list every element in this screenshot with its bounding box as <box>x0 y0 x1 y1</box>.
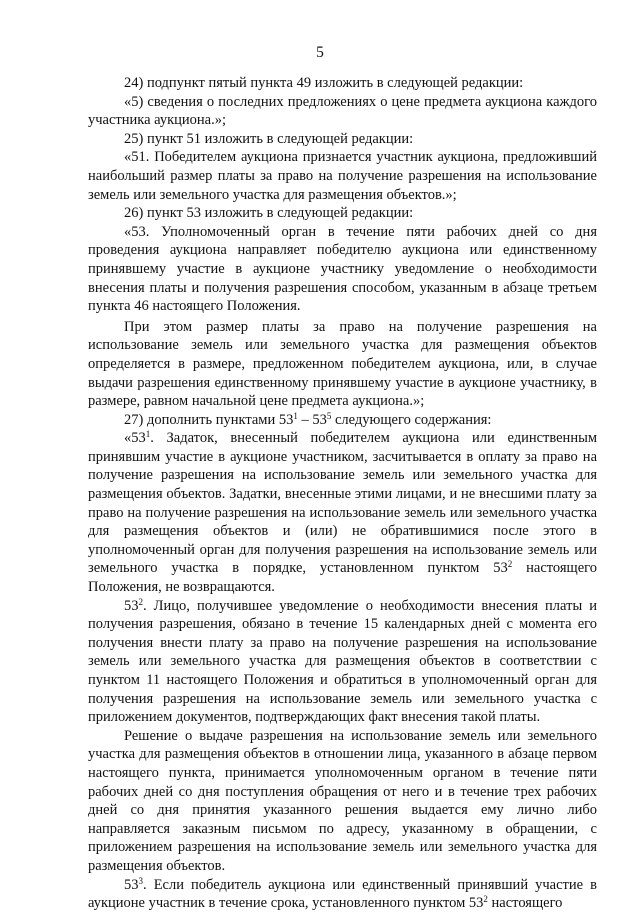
paragraph-53-3-text-c: настоящего <box>487 895 563 912</box>
paragraph-quote-51: «51. Победителем аукциона признается участник аукциона, предложивший наибольший размер платы за право на получение разрешения на использование земель или земельного участка для размещения объектов.»; <box>88 149 597 203</box>
paragraph-53-3-text-a: 53 <box>124 876 139 893</box>
paragraph-item-27-sup-1: 1 <box>293 410 298 421</box>
paragraph-53-1-sup-1: 1 <box>145 429 151 440</box>
paragraph-quote-5: «5) сведения о последних предложениях о цене предмета аукциона каждого участника аукциона.»; <box>88 93 597 129</box>
paragraph-53-2-decision: Решение о выдаче разрешения на использование земель или земельного участка для размещения объектов в отношении лица, указанного в абзаце первом настоящего пункта, принимается уполномоченным органом в течение пяти рабочих дней со дня поступления обращения от него и в течение трех рабочих дней со дня принятия указанного решения выдается ему лично либо направляется заказным письмом по адресу, указанному в обращении, с приложением разрешения на использование земель или земельного участка для размещения объектов. <box>88 727 597 874</box>
paragraph-item-27 <box>88 411 597 430</box>
paragraph-53-1-sup-2: 2 <box>507 559 513 570</box>
paragraph-53-3 <box>88 876 597 913</box>
paragraph-item-26: 26) пункт 53 изложить в следующей редакции: <box>124 205 414 222</box>
paragraph-53-2-text-a: 53 <box>124 597 139 614</box>
paragraph-53-1-text-c: настоящего Положения, не возвращаются. <box>88 560 597 596</box>
paragraph-53-2-sup: 2 <box>138 596 143 607</box>
paragraph-53-3-text-b: . Если победитель аукциона или единственный принявший участие в аукционе участник в течение срока, установленного пунктом 53 <box>88 876 597 912</box>
paragraph-item-25: 25) пункт 51 изложить в следующей редакции: <box>124 130 414 147</box>
paragraph-53-1 <box>88 429 597 596</box>
paragraph-item-27-sup-2: 5 <box>326 410 332 421</box>
paragraph-53-2 <box>88 597 597 727</box>
paragraph-item-27-text-a: 27) дополнить пунктами 53 <box>124 411 294 428</box>
paragraph-53-continued: При этом размер платы за право на получение разрешения на использование земель или земельного участка для размещения объектов определяется в размере, предложенном победителем аукциона, или, в случае выдачи разрешения единственному принявшему участие в аукционе участнику, в размере, равном начальной цене предмета аукциона.»; <box>88 318 597 410</box>
paragraph-item-27-text-c: следующего содержания: <box>331 411 492 428</box>
document-body <box>88 74 597 913</box>
paragraph-53-3-sup-1: 3 <box>138 875 143 886</box>
paragraph-53-2-text-b: . Лицо, получившее уведомление о необходимости внесения платы и получения разрешения, обязано в течение 15 календарных дней с момента его получения внести плату за право на получение разрешения на использование земель или земельного участка для размещения объектов в соответствии с пунктом 11 настоящего Положения и обратиться в уполномоченный орган для получения разрешения на использование земель или земельного участка с приложением документов, подтверждающих факт внесения такой платы. <box>88 597 597 726</box>
paragraph-53-1-text-b: . Задаток, внесенный победителем аукциона или единственным принявшим участие в аукционе участником, засчитывается в оплату за право на получение разрешения на использование земель или земельного участка для размещения объектов. Задатки, внесенные этими лицами, и не внесшими плату за право на получение разрешения на использование земель или земельного участка для размещения объектов и (или) не обратившимися после этого в уполномоченный орган для получения разрешения на использование земель или земельного участка в порядке, установленном пунктом 53 <box>88 430 597 577</box>
paragraph-item-24: 24) подпункт пятый пункта 49 изложить в следующей редакции: <box>124 75 524 91</box>
paragraph-53-3-sup-2: 2 <box>483 894 488 905</box>
page-number: 5 <box>316 44 324 61</box>
paragraph-53-1-text-a: «53 <box>124 430 146 447</box>
paragraph-item-27-text-b: – 53 <box>297 411 327 428</box>
paragraph-quote-53: «53. Уполномоченный орган в течение пяти рабочих дней со дня проведения аукциона направляет победителю аукциона или единственному принявшему участие в аукционе участнику уведомление о необходимости внесения платы и получения разрешения способом, указанным в абзаце третьем пункта 46 настоящего Положения. <box>88 223 597 315</box>
